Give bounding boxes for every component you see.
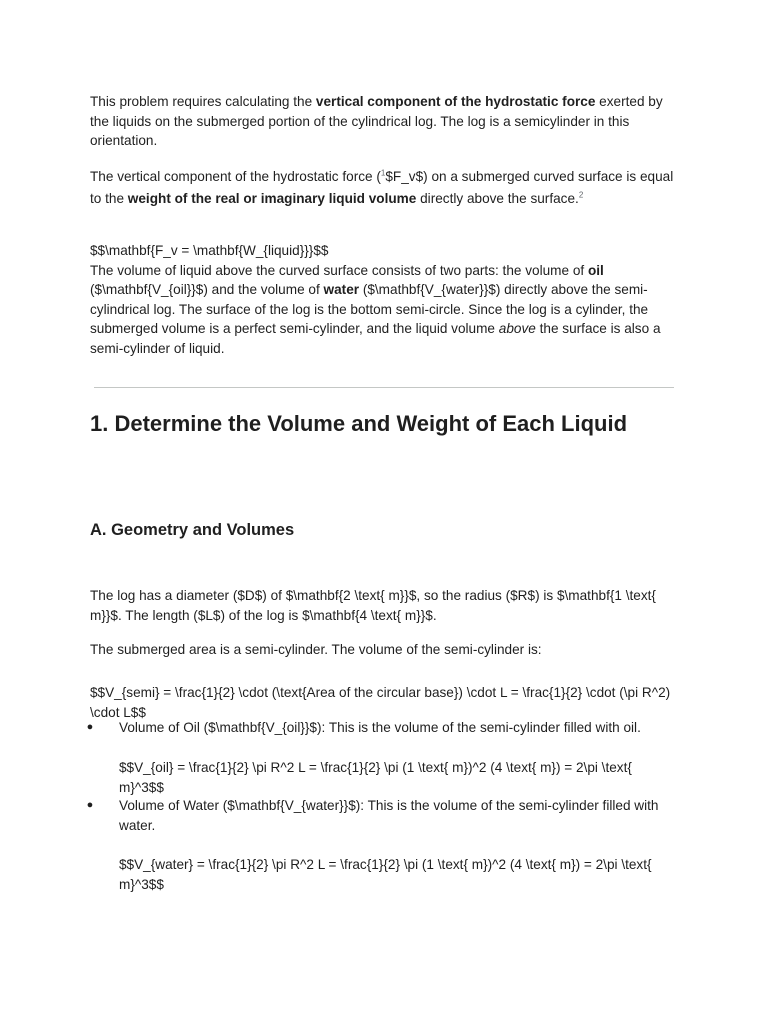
intro-text-end: exerted by the liquids on the submerged portion of the cylindrical log. The log is a semicylinder in this orientation. xyxy=(90,94,663,148)
vertical-force-paragraph xyxy=(90,166,680,210)
intro-paragraph xyxy=(90,92,680,151)
oil-bold: oil xyxy=(587,262,604,278)
water-bold: water xyxy=(323,282,360,297)
geometry-paragraph: The log has a diameter ($D$) of $\mathbf{2 \text{ m}}$, so the radius ($R$) is $\mathbf{1 \text{ m}}$. The length ($L$) of the log is $\mathbf{4 \text{ m}}$. xyxy=(90,588,656,623)
list-item-text: Volume of Water ($\mathbf{V_{water}}$): This is the volume of the semi-cylinder filled with water. xyxy=(119,798,659,833)
liquid-volume-text-3: ($\mathbf{V_{water}}$) directly above the semi-cylindrical log. The surface of the log is the bottom semi-circle. Since the log is a cylinder, the submerged volume is a perfect semi-cylinder, and the liquid volume xyxy=(90,282,649,336)
above-italic: above xyxy=(498,321,536,336)
force-formula: $$\mathbf{F_v = \mathbf{W_{liquid}}}$$ xyxy=(90,243,329,258)
semi-volume-formula: $$V_{semi} = \frac{1}{2} \cdot (\text{Area of the circular base}) \cdot L = \frac{1}{2} \cdot (\pi R^2) \cdot L$$ xyxy=(90,685,671,720)
semi-cylinder-paragraph: The submerged area is a semi-cylinder. The volume of the semi-cylinder is: xyxy=(90,642,542,657)
list-item-text: Volume of Oil ($\mathbf{V_{oil}}$): This is the volume of the semi-cylinder filled with oil. xyxy=(119,720,641,735)
section-divider xyxy=(94,387,674,388)
vertical-force-text: The vertical component of the hydrostatic force ( xyxy=(90,169,381,184)
list-item-formula: $$V_{water} = \frac{1}{2} \pi R^2 L = \frac{1}{2} \pi (1 \text{ m})^2 (4 \text{ m}) = 2\pi \text{ m}^3$$ xyxy=(119,857,652,892)
liquid-volume-text-2: ($\mathbf{V_{oil}}$) and the volume of xyxy=(90,282,324,297)
intro-bold-text: vertical component of the hydrostatic force xyxy=(315,94,596,109)
vertical-force-text-end: directly above the surface. xyxy=(416,191,579,206)
intro-text: This problem requires calculating the xyxy=(90,94,316,109)
bullet-icon: ● xyxy=(86,721,94,733)
section-heading: 1. Determine the Volume and Weight of Each Liquid xyxy=(90,411,628,436)
vertical-force-text-mid: $F_v$) on a submerged curved surface is equal to the xyxy=(90,169,674,206)
liquid-volume-text: The volume of liquid above the curved surface consists of two parts: the volume of xyxy=(90,262,588,278)
citation-2[interactable]: 2 xyxy=(578,190,584,200)
list-item-formula: $$V_{oil} = \frac{1}{2} \pi R^2 L = \frac{1}{2} \pi (1 \text{ m})^2 (4 \text{ m}) = 2\pi \text{ m}^3$$ xyxy=(119,760,632,795)
subsection-heading: A. Geometry and Volumes xyxy=(90,521,295,539)
vertical-force-bold-text: weight of the real or imaginary liquid volume xyxy=(127,191,417,206)
liquid-volume-text-4: the surface is also a semi-cylinder of liquid. xyxy=(90,321,661,356)
citation-1[interactable]: 1 xyxy=(380,168,386,178)
liquid-volume-paragraph xyxy=(90,241,680,358)
bullet-icon: ● xyxy=(86,799,94,811)
